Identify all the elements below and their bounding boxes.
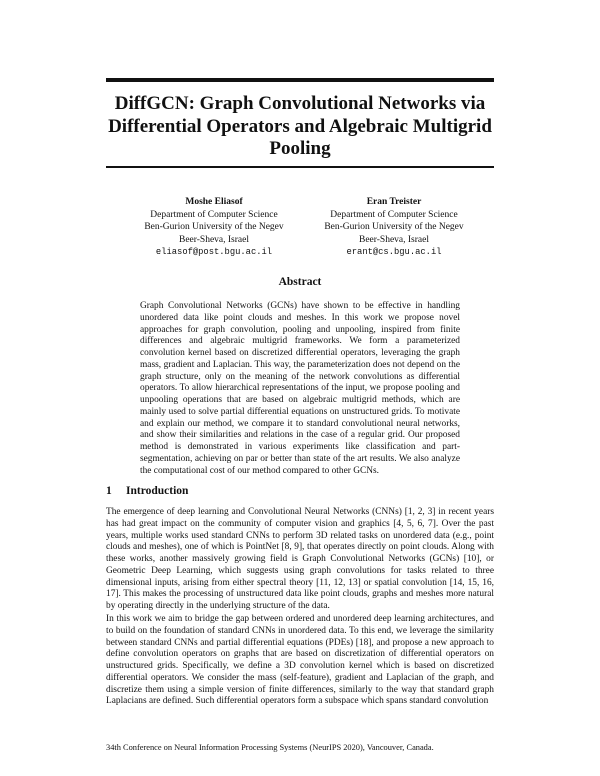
intro-paragraph-1: The emergence of deep learning and Convolutional Neural Networks (CNNs) [1, 2, 3] in recent years has had great impact on the community of computer vision and graphics [4, 5, 6, 7]. Over the past years, multiple works used standard CNNs to perform 3D related tasks on unordered data (e.g., point clouds and meshes), one of which is PointNet [8, 9], that operates directly on point clouds. Along with these works, another massively growing field is Graph Convolutional Networks (GCNs) [10], or Geometric Deep Learning, which suggests using graph convolutions for tasks related to three dimensional inputs, arising from either spectral theory [11, 12, 13] or spatial convolution [14, 15, 16, 17]. This makes the processing of unstructured data like point clouds, graphs and meshes more natural by operating directly in the underlying structure of the data.	[106, 507, 494, 611]
author-location: Beer-Sheva, Israel	[179, 234, 249, 245]
author-email: erant@cs.bgu.ac.il	[346, 247, 442, 258]
section-heading	[106, 485, 188, 497]
title-top-rule	[106, 78, 494, 82]
author-block-1	[114, 196, 314, 259]
author-email: eliasof@post.bgu.ac.il	[155, 247, 273, 258]
intro-paragraph-2: In this work we aim to bridge the gap between ordered and unordered deep learning architectures, and to build on the foundation of standard CNNs in unordered data. To this end, we leverage the similarity between standard CNNs and partial differential equations (PDEs) [18], and propose a new approach to define convolution operators on graphs that are based on discretization of differential operators on unstructured grids. Specifically, we define a 3D convolution kernel which is based on discretized differential operators. We consider the mass (self-feature), gradient and Laplacian of the graph, and discretize them using a simple version of finite differences, similarly to the way that standard graph Laplacians are defined. Such differential operators form a subspace which spans standard convolution	[106, 614, 494, 707]
author-university: Ben-Gurion University of the Negev	[324, 222, 464, 233]
paper-title: DiffGCN: Graph Convolutional Networks via Differential Operators and Algebraic Multigrid Pooling	[108, 93, 492, 159]
section-title: Introduction	[126, 485, 189, 497]
abstract-heading: Abstract	[278, 276, 322, 288]
abstract-text: Graph Convolutional Networks (GCNs) have shown to be effective in handling unordered data like point clouds and meshes. In this work we propose novel approaches for graph convolution, pooling and unpooling, inspired from finite differences and algebraic multigrid frameworks. We form a parameterized convolution kernel based on discretized differential operators, leveraging the graph mass, gradient and Laplacian. This way, the parameterization does not depend on the graph structure, only on the meaning of the network convolutions as differential operators. To allow hierarchical representations of the input, we propose pooling and unpooling operations that are based on algebraic multigrid methods, which are mainly used to solve partial differential equations on unstructured grids. To motivate and explain our method, we compare it to standard convolutional neural networks, and show their similarities and relations in the case of a regular grid. Our proposed method is demonstrated in various experiments like classification and part-segmentation, achieving on par or better than state of the art results. We also analyze the computational cost of our method compared to other GCNs.	[140, 301, 460, 476]
title-bottom-rule	[106, 166, 494, 168]
author-name: Eran Treister	[366, 197, 422, 207]
author-department: Department of Computer Science	[330, 209, 458, 220]
conference-footnote: 34th Conference on Neural Information Processing Systems (NeurIPS 2020), Vancouver, Canada.	[106, 743, 434, 752]
author-location: Beer-Sheva, Israel	[359, 234, 429, 245]
author-department: Department of Computer Science	[150, 209, 278, 220]
author-block-2	[294, 196, 494, 259]
author-name: Moshe Eliasof	[185, 197, 243, 207]
section-number: 1	[106, 485, 112, 497]
author-university: Ben-Gurion University of the Negev	[144, 222, 284, 233]
